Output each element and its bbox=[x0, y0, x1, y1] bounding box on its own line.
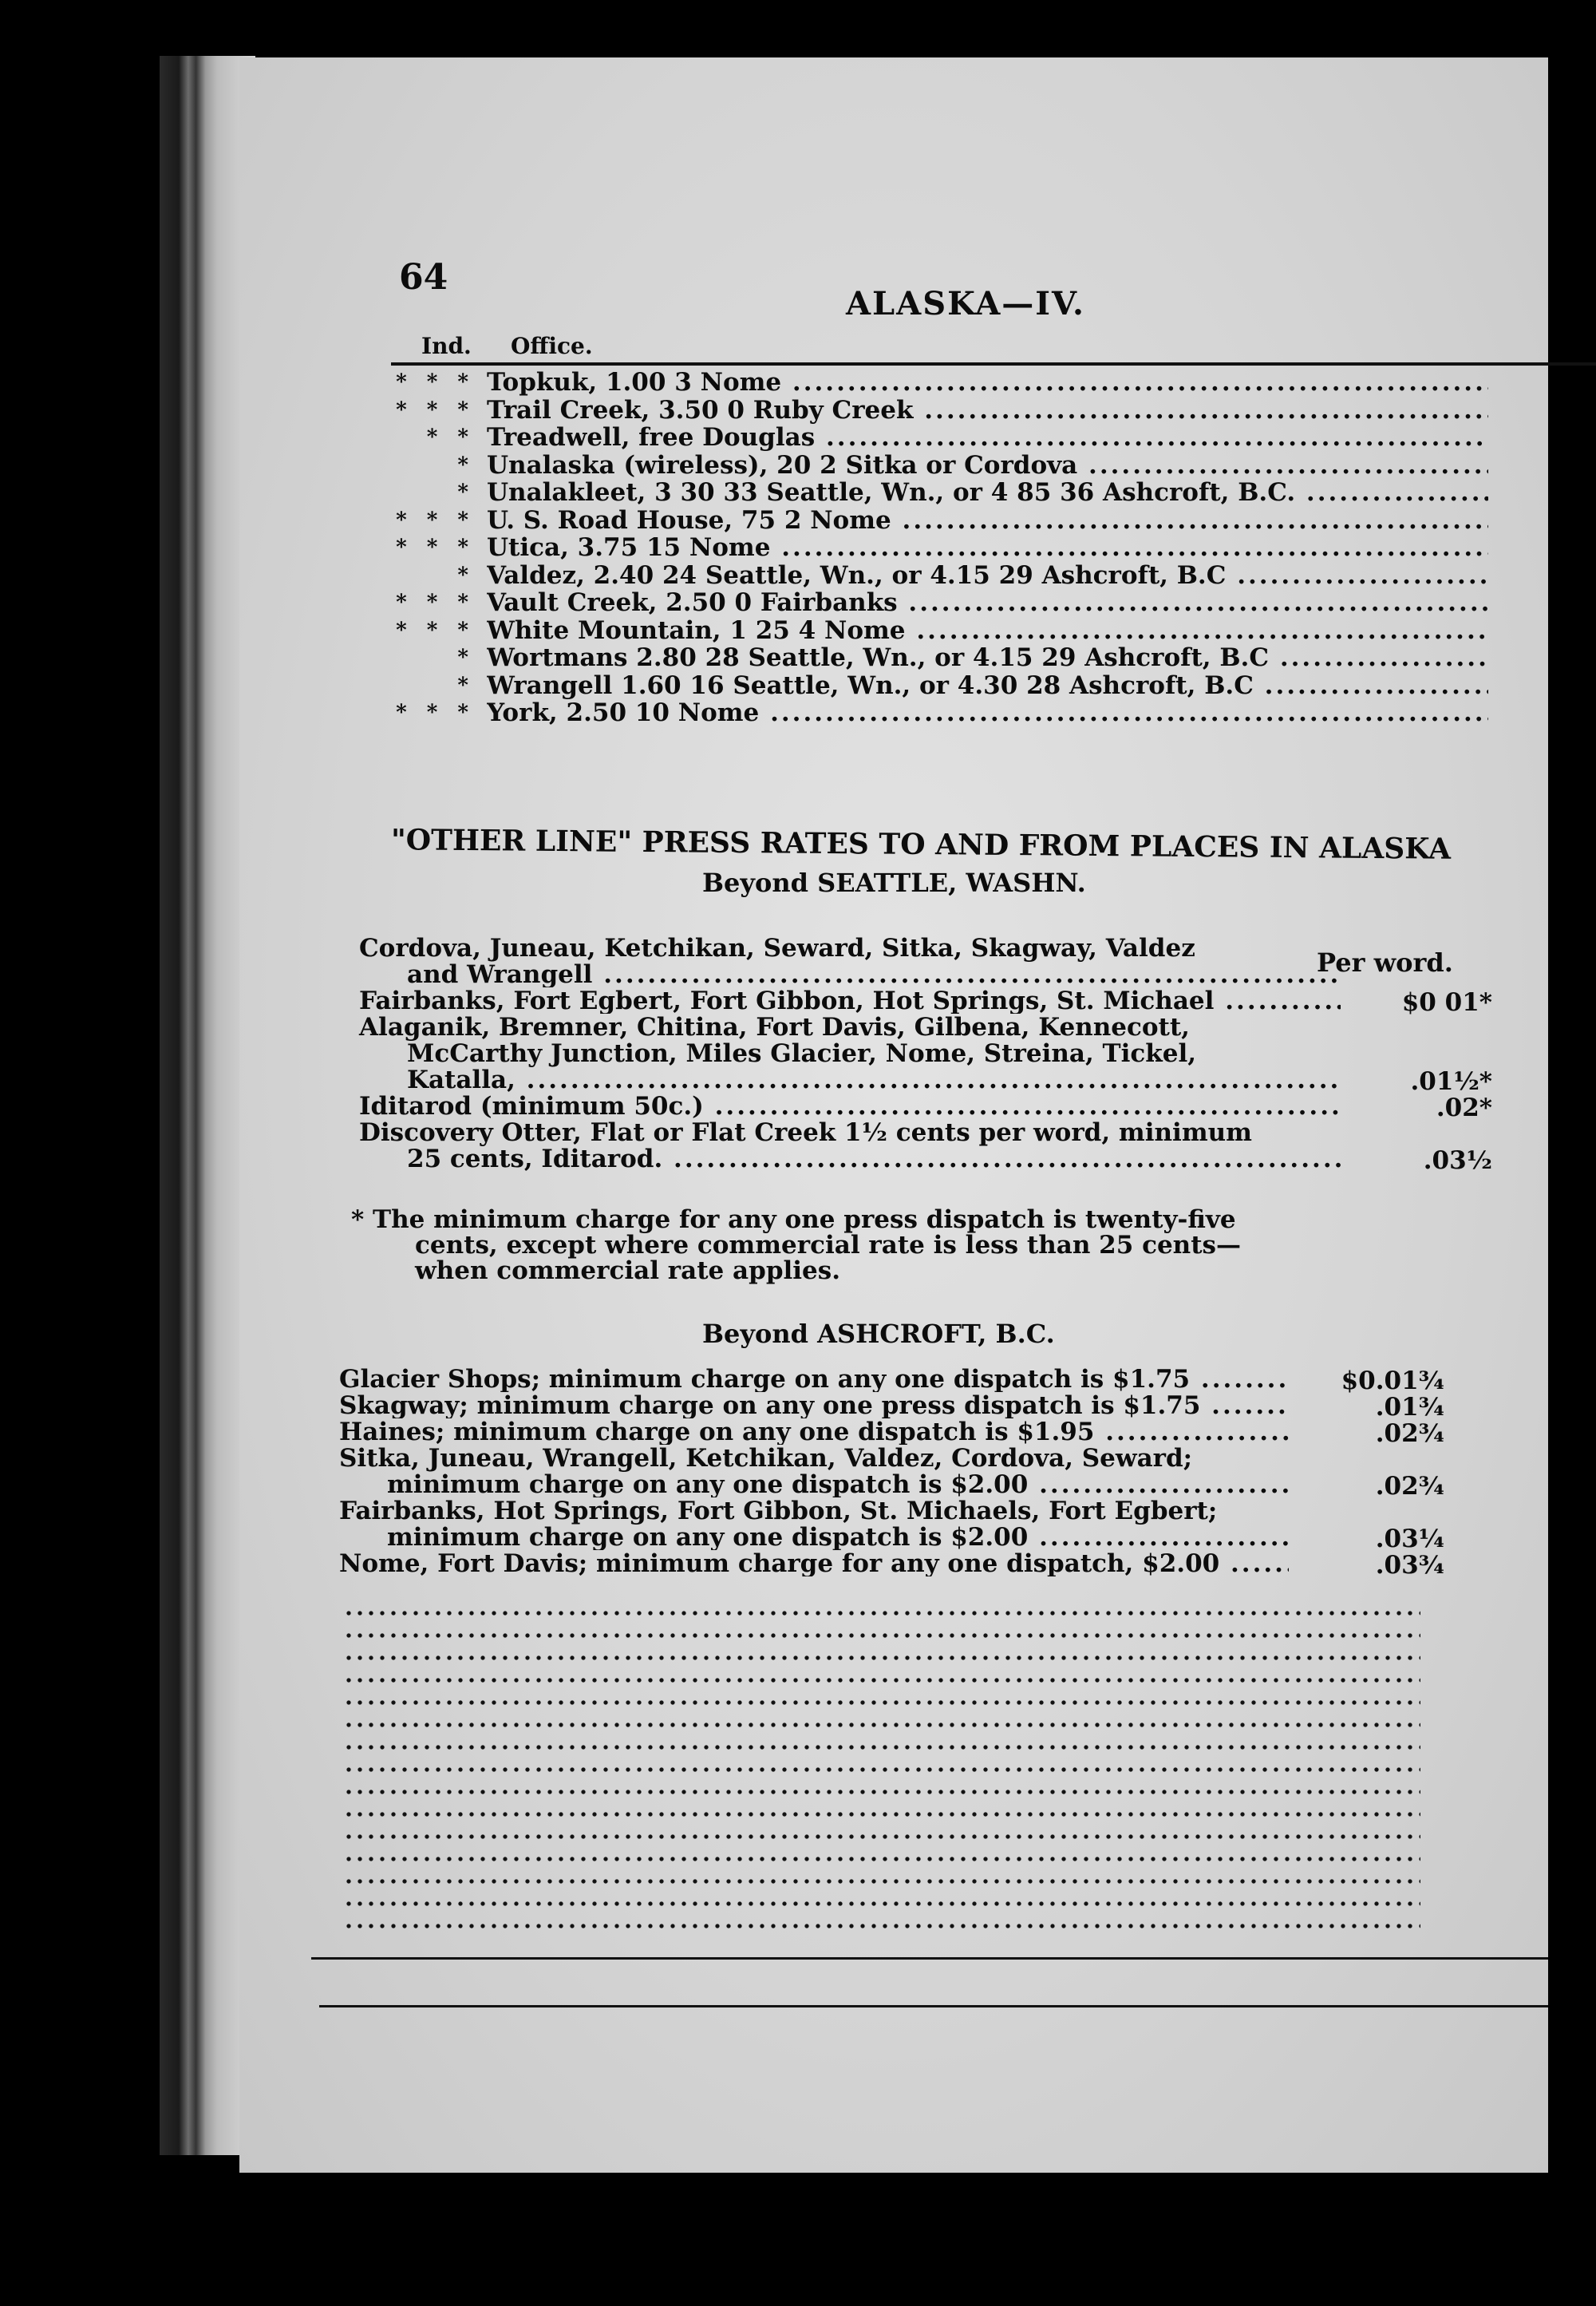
rate-place-continued: minimum charge on any one dispatch is $2.00 ..... bbox=[387, 1472, 1289, 1497]
dot-leader bbox=[516, 1067, 1341, 1093]
footnote-line-2: cents, except where commercial rate is less than 25 cents— bbox=[415, 1231, 1241, 1260]
blank-dotted-line bbox=[343, 1878, 1420, 1885]
dot-leader bbox=[662, 1146, 1341, 1172]
blank-dotted-line bbox=[343, 1655, 1420, 1661]
table-row bbox=[379, 397, 1488, 424]
table-row bbox=[379, 562, 1488, 589]
rate-value: .01½* bbox=[1410, 1067, 1492, 1096]
column-header-ind: Ind. bbox=[421, 333, 472, 359]
dot-leader bbox=[1028, 1525, 1289, 1550]
blank-dotted-line bbox=[343, 1744, 1420, 1750]
rate-value: .03½ bbox=[1423, 1146, 1492, 1175]
rate-place: Iditarod (minimum 50c.) ..... bbox=[359, 1094, 1341, 1119]
rate-place: Nome, Fort Davis; minimum charge for any one dispatch, $2.00 ..... bbox=[339, 1551, 1289, 1576]
blank-dotted-line bbox=[343, 1856, 1420, 1862]
rate-value: $0.01¾ bbox=[1341, 1367, 1444, 1395]
office-entry: Wrangell 1.60 16 Seattle, Wn., or 4.30 28 Ashcroft, B.C ..... bbox=[487, 672, 1488, 699]
rate-place-continued: Katalla, ..... bbox=[407, 1067, 1341, 1093]
rate-place: Fairbanks, Hot Springs, Fort Gibbon, St. Michaels, Fort Egbert; bbox=[339, 1497, 1218, 1525]
office-entry: York, 2.50 10 Nome ..... bbox=[487, 699, 1488, 726]
table-row bbox=[379, 479, 1488, 506]
rate-place: Alaganik, Bremner, Chitina, Fort Davis, Gilbena, Kennecott, bbox=[359, 1013, 1190, 1042]
blank-dotted-line bbox=[343, 1833, 1420, 1840]
table-row bbox=[379, 507, 1488, 534]
office-entry: Wortmans 2.80 28 Seattle, Wn., or 4.15 29 Ashcroft, B.C ..... bbox=[487, 644, 1488, 671]
rate-value: .02¾ bbox=[1375, 1472, 1444, 1501]
dot-leader bbox=[1094, 1419, 1289, 1445]
blank-dotted-line bbox=[343, 1699, 1420, 1706]
dot-leader bbox=[1028, 1472, 1289, 1497]
press-rates-heading: "OTHER LINE" PRESS RATES TO AND FROM PLACES IN ALASKA bbox=[390, 823, 1452, 866]
rate-value: .02¾ bbox=[1375, 1419, 1444, 1448]
indicator-stars: * * * bbox=[396, 591, 475, 615]
blank-dotted-line bbox=[343, 1677, 1420, 1683]
office-entry: Unalakleet, 3 30 33 Seattle, Wn., or 4 85 36 Ashcroft, B.C. ..... bbox=[487, 479, 1488, 506]
blank-dotted-line bbox=[343, 1722, 1420, 1728]
indicator-stars: * bbox=[457, 481, 475, 504]
dot-leader bbox=[1200, 1393, 1289, 1418]
indicator-stars: * bbox=[457, 453, 475, 477]
seattle-subheading: Beyond SEATTLE, WASHN. bbox=[702, 868, 1086, 898]
rate-place-continued: and Wrangell ..... bbox=[407, 962, 1341, 987]
blank-dotted-line bbox=[343, 1789, 1420, 1795]
rate-place-continued: McCarthy Junction, Miles Glacier, Nome, Streina, Tickel, bbox=[407, 1039, 1197, 1068]
rate-place: Discovery Otter, Flat or Flat Creek 1½ cents per word, minimum bbox=[359, 1118, 1252, 1147]
footnote-line-3: when commercial rate applies. bbox=[415, 1256, 841, 1285]
indicator-stars: * * * bbox=[396, 370, 475, 394]
dot-leader bbox=[1219, 1551, 1289, 1576]
rate-place-continued: 25 cents, Iditarod. ..... bbox=[407, 1146, 1341, 1172]
rate-value: $0 01* bbox=[1401, 988, 1492, 1017]
footnote-line-1: * The minimum charge for any one press dispatch is twenty-five bbox=[351, 1205, 1236, 1234]
rate-place: Haines; minimum charge on any one dispatch is $1.95 ..... bbox=[339, 1419, 1289, 1445]
office-entry: Trail Creek, 3.50 0 Ruby Creek ..... bbox=[487, 397, 1488, 424]
dot-leader bbox=[592, 962, 1341, 987]
page-number: 64 bbox=[399, 257, 448, 298]
rate-place-continued: minimum charge on any one dispatch is $2.00 ..... bbox=[387, 1525, 1289, 1550]
office-entry: White Mountain, 1 25 4 Nome ..... bbox=[487, 617, 1488, 644]
indicator-stars: * * * bbox=[396, 701, 475, 725]
rate-place: Glacier Shops; minimum charge on any one dispatch is $1.75 ..... bbox=[339, 1367, 1289, 1392]
dot-leader bbox=[1190, 1367, 1289, 1392]
office-entry: Unalaska (wireless), 20 2 Sitka or Cordova ..... bbox=[487, 452, 1488, 479]
table-row bbox=[379, 369, 1488, 396]
rate-value: .03¼ bbox=[1375, 1525, 1444, 1553]
rate-place: Skagway; minimum charge on any one press dispatch is $1.75 ..... bbox=[339, 1393, 1289, 1418]
running-head: ALASKA—IV. bbox=[846, 285, 1085, 322]
table-row bbox=[379, 452, 1488, 479]
rate-value: .01¾ bbox=[1375, 1393, 1444, 1422]
rate-value: .02* bbox=[1436, 1094, 1492, 1122]
ashcroft-subheading: Beyond ASHCROFT, B.C. bbox=[702, 1319, 1055, 1349]
blank-dotted-line bbox=[343, 1923, 1420, 1929]
office-entry: Valdez, 2.40 24 Seattle, Wn., or 4.15 29 Ashcroft, B.C ..... bbox=[487, 562, 1488, 589]
indicator-stars: * bbox=[457, 646, 475, 670]
table-row bbox=[379, 672, 1488, 699]
indicator-stars: * bbox=[457, 563, 475, 587]
indicator-stars: * * * bbox=[396, 398, 475, 422]
rate-place: Fairbanks, Fort Egbert, Fort Gibbon, Hot Springs, St. Michael ..... bbox=[359, 988, 1341, 1014]
indicator-stars: * * bbox=[426, 425, 475, 449]
rate-place: Cordova, Juneau, Ketchikan, Seward, Sitka, Skagway, Valdez bbox=[359, 934, 1195, 963]
office-entry: Treadwell, free Douglas ..... bbox=[487, 424, 1488, 451]
footer-rule-2 bbox=[319, 2005, 1548, 2007]
indicator-stars: * * * bbox=[396, 508, 475, 532]
book-page bbox=[239, 57, 1548, 2173]
indicator-stars: * * * bbox=[396, 618, 475, 643]
table-row bbox=[379, 617, 1488, 644]
blank-dotted-line bbox=[343, 1766, 1420, 1773]
dot-leader bbox=[704, 1094, 1341, 1119]
office-entry: U. S. Road House, 75 2 Nome ..... bbox=[487, 507, 1488, 534]
rate-value: .03¾ bbox=[1375, 1551, 1444, 1580]
per-word-label: Per word. bbox=[1317, 947, 1453, 978]
table-row bbox=[379, 589, 1488, 616]
footer-rule-1 bbox=[311, 1957, 1548, 1960]
blank-dotted-line bbox=[343, 1610, 1420, 1616]
blank-dotted-line bbox=[343, 1632, 1420, 1639]
header-rule bbox=[391, 362, 1596, 366]
dot-leader bbox=[1214, 988, 1341, 1014]
office-entry: Vault Creek, 2.50 0 Fairbanks ..... bbox=[487, 589, 1488, 616]
rate-place: Sitka, Juneau, Wrangell, Ketchikan, Valdez, Cordova, Seward; bbox=[339, 1444, 1193, 1473]
blank-dotted-line bbox=[343, 1811, 1420, 1818]
column-header-office: Office. bbox=[511, 333, 593, 359]
office-entry: Utica, 3.75 15 Nome ..... bbox=[487, 534, 1488, 561]
table-row bbox=[379, 699, 1488, 726]
table-row bbox=[379, 644, 1488, 671]
indicator-stars: * * * bbox=[396, 536, 475, 560]
table-row bbox=[379, 534, 1488, 561]
indicator-stars: * bbox=[457, 673, 475, 698]
blank-dotted-line bbox=[343, 1901, 1420, 1907]
table-row bbox=[379, 424, 1488, 451]
office-entry: Topkuk, 1.00 3 Nome ..... bbox=[487, 369, 1488, 396]
